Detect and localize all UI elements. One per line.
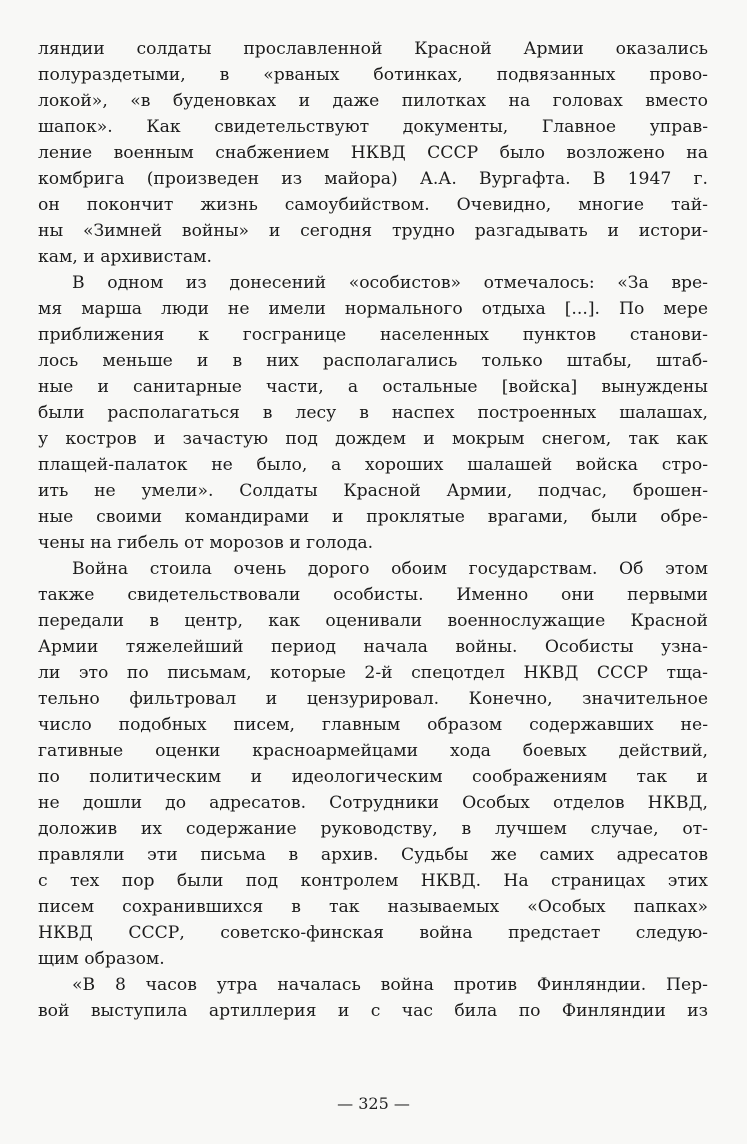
- text-line: плащей-палаток не было, а хороших шалашей войска стро-: [38, 455, 708, 475]
- text-line: В одном из донесений «особистов» отмечалось: «За вре-: [72, 273, 708, 293]
- text-line: гативные оценки красноармейцами хода боевых действий,: [38, 741, 708, 761]
- text-line: ли это по письмам, которые 2-й спецотдел НКВД СССР тща-: [38, 663, 708, 683]
- text-line: были располагаться в лесу в наспех построенных шалашах,: [38, 403, 708, 423]
- text-line: щим образом.: [38, 949, 165, 969]
- text-line: по политическим и идеологическим соображениям так и: [38, 767, 708, 787]
- text-line: лось меньше и в них располагались только штабы, штаб-: [38, 351, 708, 371]
- text-line: мя марша люди не имели нормального отдыха [...]. По мере: [38, 299, 708, 319]
- text-line: ные своими командирами и проклятые врагами, были обре-: [38, 507, 708, 527]
- body-text: [38, 36, 708, 1024]
- text-line: у костров и зачастую под дождем и мокрым снегом, так как: [38, 429, 708, 449]
- paragraph-3: [38, 556, 708, 972]
- text-line: не дошли до адресатов. Сотрудники Особых отделов НКВД,: [38, 793, 708, 813]
- paragraph-4: [38, 972, 708, 1024]
- text-line: чены на гибель от морозов и голода.: [38, 533, 374, 553]
- page-number: — 325 —: [337, 1094, 410, 1113]
- text-line: доложив их содержание руководству, в лучшем случае, от-: [38, 819, 708, 839]
- text-line: Армии тяжелейший период начала войны. Особисты узна-: [38, 637, 708, 657]
- text-line: полураздетыми, в «рваных ботинках, подвязанных прово-: [38, 65, 708, 85]
- text-line: число подобных писем, главным образом содержавших не-: [38, 715, 708, 735]
- text-line: ные и санитарные части, а остальные [войска] вынуждены: [38, 377, 708, 397]
- text-line: вой выступила артиллерия и с час била по Финляндии из: [38, 1001, 708, 1021]
- text-line: шапок». Как свидетельствуют документы, Главное управ-: [38, 117, 708, 137]
- text-line: также свидетельствовали особисты. Именно они первыми: [38, 585, 708, 605]
- text-line: кам, и архивистам.: [38, 247, 212, 267]
- text-line: НКВД СССР, советско-финская война предстает следую-: [38, 923, 708, 943]
- paragraph-2: [38, 270, 708, 556]
- text-line: ить не умели». Солдаты Красной Армии, подчас, брошен-: [38, 481, 708, 501]
- text-line: тельно фильтровал и цензурировал. Конечно, значительное: [38, 689, 708, 709]
- text-line: писем сохранившихся в так называемых «Особых папках»: [38, 897, 708, 917]
- text-line: локой», «в буденовках и даже пилотках на головах вместо: [38, 91, 708, 111]
- text-line: он покончит жизнь самоубийством. Очевидно, многие тай-: [38, 195, 708, 215]
- paragraph-1: [38, 36, 708, 270]
- text-line: с тех пор были под контролем НКВД. На страницах этих: [38, 871, 708, 891]
- text-line: Война стоила очень дорого обоим государствам. Об этом: [72, 559, 708, 579]
- text-line: правляли эти письма в архив. Судьбы же самих адресатов: [38, 845, 708, 865]
- text-line: «В 8 часов утра началась война против Финляндии. Пер-: [72, 975, 708, 995]
- text-line: передали в центр, как оценивали военнослужащие Красной: [38, 611, 708, 631]
- text-line: приближения к госгранице населенных пунктов станови-: [38, 325, 708, 345]
- text-line: ление военным снабжением НКВД СССР было возложено на: [38, 143, 708, 163]
- text-line: комбрига (произведен из майора) А.А. Вургафта. В 1947 г.: [38, 169, 708, 189]
- text-line: ны «Зимней войны» и сегодня трудно разгадывать и истори-: [38, 221, 708, 241]
- text-line: ляндии солдаты прославленной Красной Армии оказались: [38, 39, 708, 59]
